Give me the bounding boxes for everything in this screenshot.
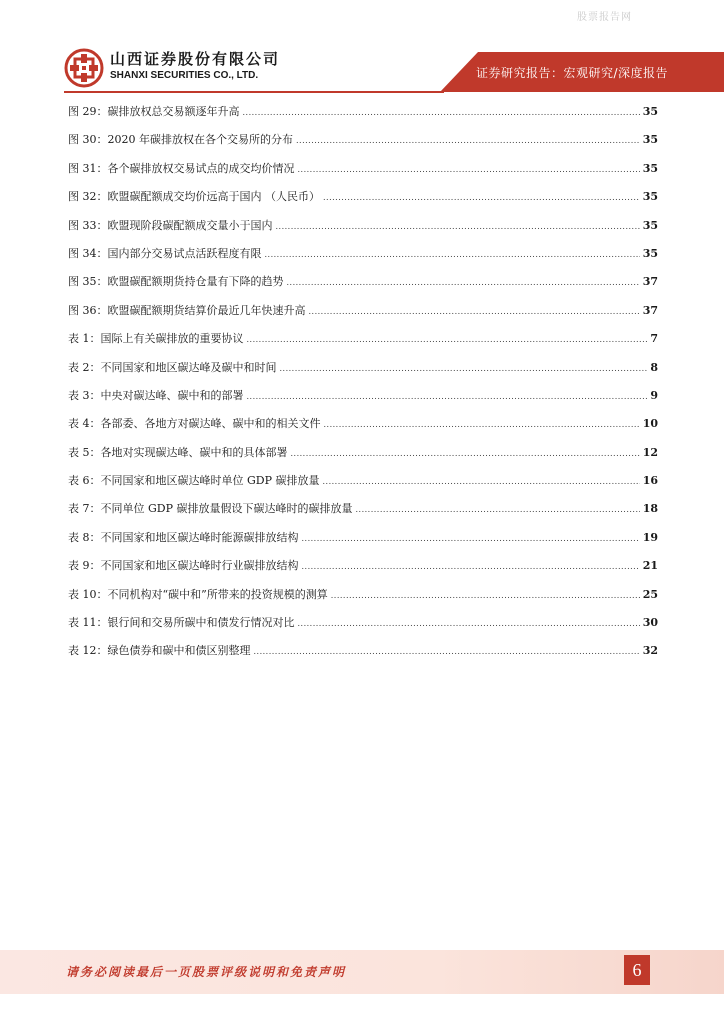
toc-leader-dots: [298, 619, 640, 628]
toc-entry-label: 图 31：各个碳排放权交易试点的成交均价情况: [68, 161, 295, 175]
toc-entry[interactable]: [68, 359, 658, 387]
toc-entry[interactable]: [68, 131, 658, 159]
toc-entry[interactable]: [68, 160, 658, 188]
toc-entry-page: 12: [642, 445, 658, 459]
toc-leader-dots: [265, 250, 640, 259]
toc-entry[interactable]: [68, 245, 658, 273]
toc-entry[interactable]: [68, 217, 658, 245]
toc-leader-dots: [302, 562, 640, 571]
toc-entry[interactable]: [68, 387, 658, 415]
toc-entry[interactable]: [68, 586, 658, 614]
toc-entry-page: 35: [642, 190, 658, 204]
toc-entry-page: 25: [642, 587, 658, 601]
toc-entry-page: 37: [642, 275, 658, 289]
toc-entry-page: 19: [642, 530, 658, 544]
toc-entry-label: 表 2：不同国家和地区碳达峰及碳中和时间: [68, 360, 277, 374]
footer-disclaimer: 请务必阅读最后一页股票评级说明和免责声明: [66, 965, 347, 979]
toc-leader-dots: [291, 449, 640, 458]
toc-leader-dots: [254, 647, 640, 656]
toc-leader-dots: [276, 222, 640, 231]
toc-entry[interactable]: [68, 302, 658, 330]
toc-entry-page: 10: [642, 417, 658, 431]
toc-entry[interactable]: [68, 529, 658, 557]
toc-entry[interactable]: [68, 415, 658, 443]
toc-entry-label: 表 11：银行间和交易所碳中和债发行情况对比: [68, 616, 295, 630]
toc-leader-dots: [324, 420, 640, 429]
toc-leader-dots: [298, 165, 640, 174]
toc-entry-label: 图 32：欧盟碳配额成交均价远高于国内 （人民币）: [68, 190, 320, 204]
toc-entry[interactable]: [68, 330, 658, 358]
header-divider: [64, 91, 444, 93]
toc-entry-label: 表 9：不同国家和地区碳达峰时行业碳排放结构: [68, 559, 299, 573]
toc-entry-page: 35: [642, 133, 658, 147]
company-name-cn: 山西证券股份有限公司: [110, 50, 281, 68]
toc-entry-page: 9: [650, 388, 658, 402]
toc-leader-dots: [280, 364, 648, 373]
toc-entry[interactable]: [68, 103, 658, 131]
toc-entry[interactable]: [68, 472, 658, 500]
toc-entry[interactable]: [68, 188, 658, 216]
toc-entry-page: 30: [642, 616, 658, 630]
toc-leader-dots: [356, 505, 640, 514]
toc-entry-label: 表 10：不同机构对“碳中和”所带来的投资规模的测算: [68, 587, 328, 601]
watermark-text: 股票报告网: [577, 12, 632, 23]
toc-entry-page: 35: [642, 161, 658, 175]
report-type-label: 证券研究报告：宏观研究/深度报告: [475, 66, 668, 80]
page-header: [0, 0, 724, 100]
toc-leader-dots: [296, 136, 640, 145]
toc-entry[interactable]: [68, 614, 658, 642]
toc-entry-page: 16: [642, 474, 658, 488]
toc-entry-label: 表 3：中央对碳达峰、碳中和的部署: [68, 388, 244, 402]
toc-entry-page: 35: [642, 246, 658, 260]
toc-leader-dots: [302, 534, 640, 543]
toc-entry-label: 表 5：各地对实现碳达峰、碳中和的具体部署: [68, 445, 288, 459]
toc-leader-dots: [243, 108, 640, 117]
toc-entry-label: 表 8：不同国家和地区碳达峰时能源碳排放结构: [68, 530, 299, 544]
toc-entry-label: 图 36：欧盟碳配额期货结算价最近几年快速升高: [68, 303, 306, 317]
toc-leader-dots: [247, 335, 648, 344]
toc-entry-label: 表 6：不同国家和地区碳达峰时单位 GDP 碳排放量: [68, 474, 320, 488]
table-of-contents: [68, 103, 658, 671]
toc-leader-dots: [323, 193, 640, 202]
toc-leader-dots: [309, 307, 640, 316]
toc-entry-label: 表 12：绿色债券和碳中和债区别整理: [68, 644, 251, 658]
toc-entry-label: 表 1：国际上有关碳排放的重要协议: [68, 332, 244, 346]
toc-entry-label: 图 30：2020 年碳排放权在各个交易所的分布: [68, 133, 293, 147]
toc-leader-dots: [331, 591, 640, 600]
toc-entry-page: 21: [642, 559, 658, 573]
toc-entry-label: 图 34：国内部分交易试点活跃程度有限: [68, 246, 262, 260]
toc-entry-page: 8: [650, 360, 658, 374]
toc-entry-page: 7: [650, 332, 658, 346]
toc-leader-dots: [287, 278, 640, 287]
toc-leader-dots: [323, 477, 640, 486]
toc-entry-page: 35: [642, 105, 658, 118]
company-logo-icon: [64, 48, 104, 88]
company-name-en: SHANXI SECURITIES CO., LTD.: [110, 70, 259, 81]
toc-entry-label: 图 33：欧盟现阶段碳配额成交量小于国内: [68, 218, 273, 232]
toc-entry[interactable]: [68, 444, 658, 472]
toc-entry[interactable]: [68, 500, 658, 528]
toc-entry-label: 图 35：欧盟碳配额期货持仓量有下降的趋势: [68, 275, 284, 289]
page-number: 6: [624, 955, 650, 985]
toc-leader-dots: [247, 392, 648, 401]
toc-entry[interactable]: [68, 642, 658, 670]
toc-entry[interactable]: [68, 557, 658, 585]
company-name: [110, 50, 280, 82]
toc-entry-page: 32: [642, 644, 658, 658]
toc-entry-page: 37: [642, 303, 658, 317]
toc-entry-page: 18: [642, 502, 658, 516]
toc-entry-label: 图 29：碳排放权总交易额逐年升高: [68, 105, 240, 118]
toc-entry-page: 35: [642, 218, 658, 232]
toc-entry-label: 表 4：各部委、各地方对碳达峰、碳中和的相关文件: [68, 417, 321, 431]
toc-entry[interactable]: [68, 273, 658, 301]
toc-entry-label: 表 7：不同单位 GDP 碳排放量假设下碳达峰时的碳排放量: [68, 502, 353, 516]
